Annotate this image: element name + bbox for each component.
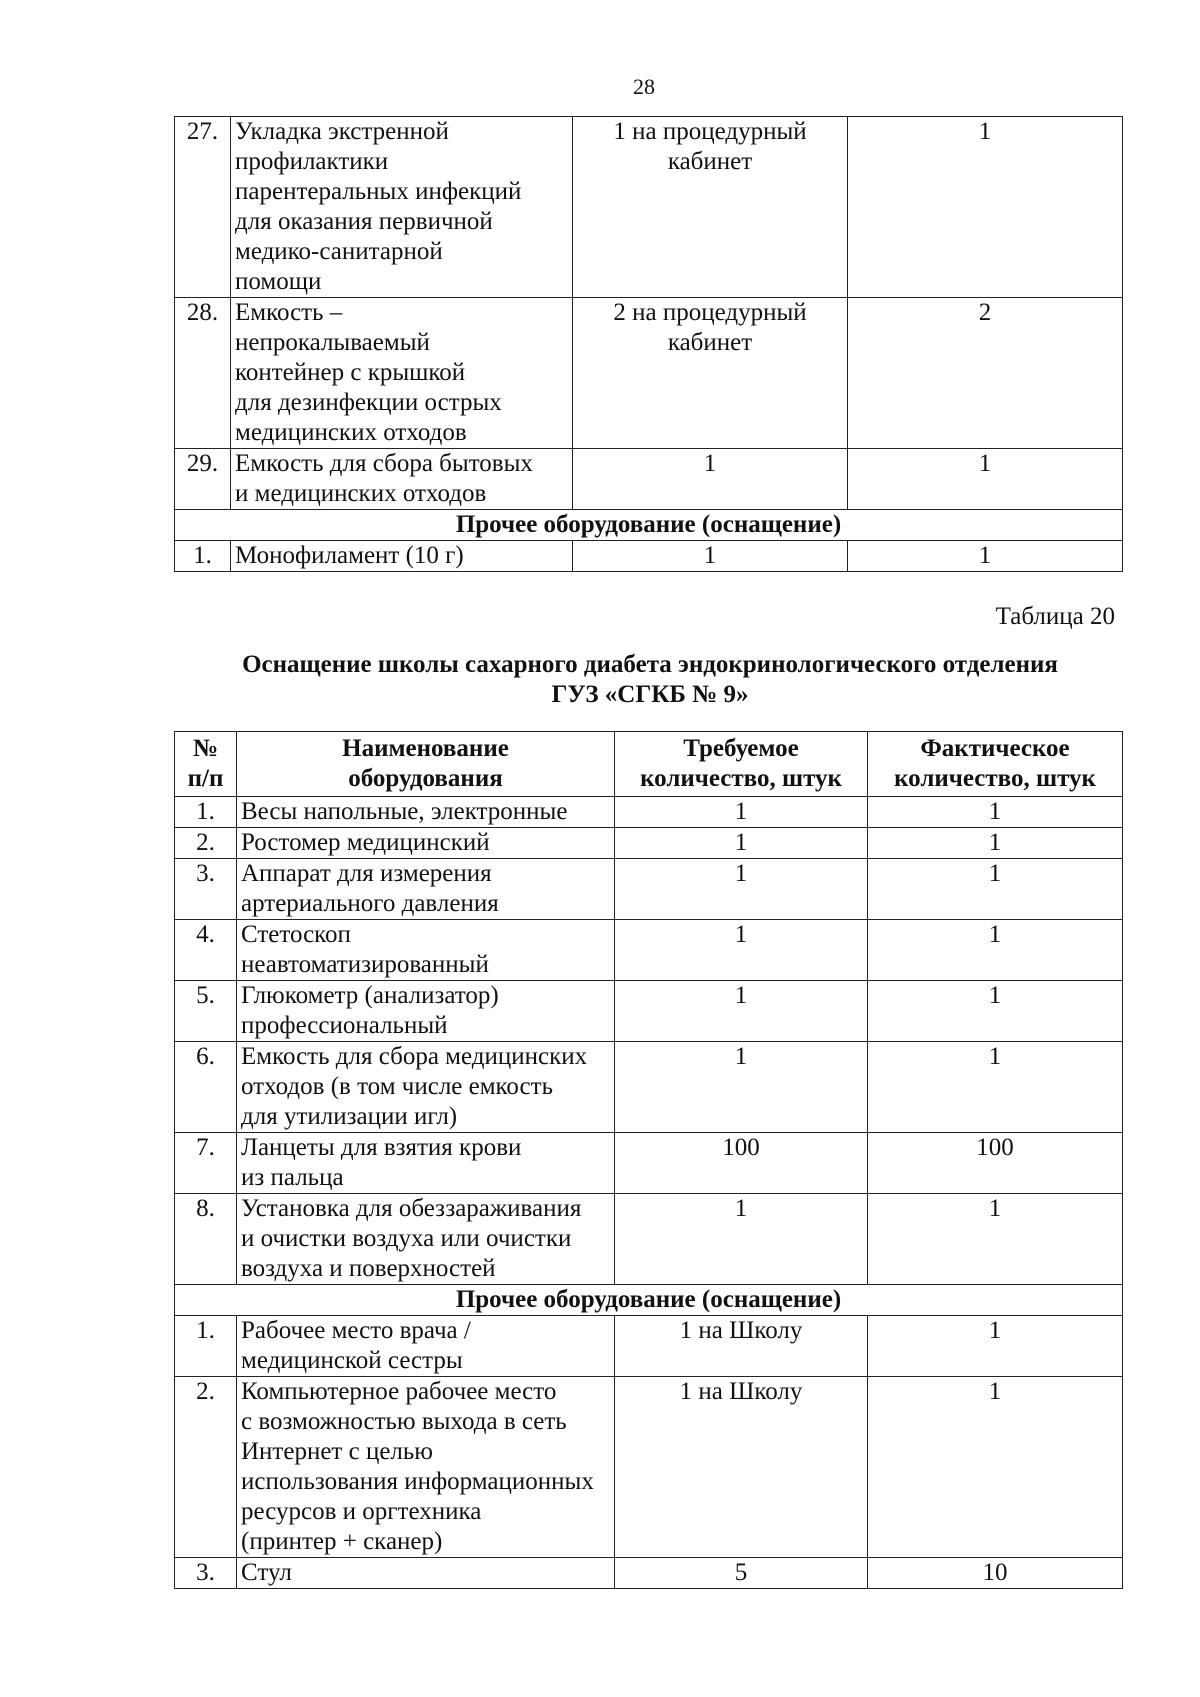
equipment-name [237, 859, 615, 920]
actual-quantity: 1 [868, 1316, 1123, 1377]
equipment-name [237, 981, 615, 1042]
table-row [175, 1377, 1123, 1558]
equipment-name-line: медико-санитарной [235, 238, 443, 265]
equipment-name-line: профилактики [235, 148, 389, 175]
equipment-name-line: и очистки воздуха или очистки [241, 1225, 572, 1252]
required-quantity [573, 117, 848, 298]
table-row [175, 1194, 1123, 1285]
equipment-name [237, 1133, 615, 1194]
row-number: 6. [175, 1042, 237, 1133]
table-row [175, 797, 1123, 828]
actual-quantity: 2 [848, 298, 1123, 449]
equipment-name-line: Укладка экстренной [235, 118, 449, 145]
actual-quantity: 1 [868, 1377, 1123, 1558]
actual-quantity: 1 [868, 828, 1123, 859]
required-quantity-line: 1 [703, 450, 717, 477]
table-title [150, 650, 1150, 710]
required-quantity-line: 2 на процедурный [613, 299, 807, 326]
header-num-line-1: № [192, 735, 219, 762]
section-row [175, 1285, 1123, 1316]
section-heading: Прочее оборудование (оснащение) [175, 510, 1123, 541]
actual-quantity: 1 [848, 541, 1123, 572]
equipment-name [231, 541, 573, 572]
actual-quantity: 1 [868, 1042, 1123, 1133]
actual-quantity: 100 [868, 1133, 1123, 1194]
equipment-name [237, 1377, 615, 1558]
equipment-name-line: неавтоматизированный [241, 951, 489, 978]
equipment-name-line: Аппарат для измерения [241, 860, 492, 887]
header-num [175, 732, 237, 797]
equipment-name-line: Стул [241, 1559, 292, 1586]
row-number: 2. [175, 1377, 237, 1558]
row-number: 3. [175, 1558, 237, 1589]
equipment-name [237, 797, 615, 828]
row-number: 1. [175, 797, 237, 828]
equipment-name-line: Установка для обеззараживания [241, 1195, 582, 1222]
header-name-line-2: оборудования [348, 765, 503, 792]
equipment-name [237, 828, 615, 859]
required-quantity-line: 1 на процедурный [613, 118, 807, 145]
equipment-name-line: Весы напольные, электронные [241, 798, 568, 825]
equipment-name-line: и медицинских отходов [235, 480, 487, 507]
section-row [175, 510, 1123, 541]
table-caption: Таблица 20 [995, 603, 1115, 630]
table-row [175, 449, 1123, 510]
table-row [175, 117, 1123, 298]
diabetes-school-equipment-table [174, 731, 1123, 1589]
row-number: 7. [175, 1133, 237, 1194]
required-quantity: 1 [615, 981, 868, 1042]
equipment-name-line: для утилизации игл) [241, 1103, 458, 1130]
required-quantity: 1 [615, 859, 868, 920]
row-number: 28. [175, 298, 231, 449]
required-quantity: 1 [615, 828, 868, 859]
required-quantity [573, 541, 848, 572]
required-quantity-line: кабинет [667, 148, 753, 175]
actual-quantity: 1 [868, 859, 1123, 920]
required-quantity [573, 449, 848, 510]
equipment-name-line: помощи [235, 268, 322, 295]
row-number: 2. [175, 828, 237, 859]
required-quantity: 1 [615, 920, 868, 981]
equipment-name-line: медицинских отходов [235, 419, 467, 446]
equipment-name-line: медицинской сестры [241, 1347, 463, 1374]
table-row [175, 541, 1123, 572]
equipment-name-line: артериального давления [241, 890, 499, 917]
required-quantity: 100 [615, 1133, 868, 1194]
table-row [175, 298, 1123, 449]
required-quantity [573, 298, 848, 449]
equipment-name-line: парентеральных инфекций [235, 178, 522, 205]
row-number: 29. [175, 449, 231, 510]
required-quantity: 1 [615, 1042, 868, 1133]
equipment-name-line: Рабочее место врача / [241, 1317, 471, 1344]
table-row [175, 1042, 1123, 1133]
row-number: 3. [175, 859, 237, 920]
equipment-name-line: с возможностью выхода в сеть [241, 1408, 567, 1435]
equipment-table-continued [174, 116, 1123, 572]
equipment-name-line: ресурсов и оргтехника [241, 1498, 482, 1525]
actual-quantity: 1 [848, 117, 1123, 298]
equipment-name [237, 1194, 615, 1285]
equipment-name-line: Емкость – [235, 299, 343, 326]
required-quantity-line: кабинет [667, 329, 753, 356]
equipment-name-line: контейнер с крышкой [235, 359, 466, 386]
equipment-name [237, 1042, 615, 1133]
table-row [175, 1316, 1123, 1377]
equipment-name [237, 1558, 615, 1589]
table-row [175, 1558, 1123, 1589]
table-header-row [175, 732, 1123, 797]
section-heading: Прочее оборудование (оснащение) [175, 1285, 1123, 1316]
equipment-name-line: использования информационных [241, 1468, 594, 1495]
actual-quantity: 1 [868, 797, 1123, 828]
header-actual-line-1: Фактическое [920, 735, 1070, 762]
header-name-line-1: Наименование [342, 735, 509, 762]
equipment-name [231, 298, 573, 449]
row-number: 1. [175, 1316, 237, 1377]
equipment-name-line: Ланцеты для взятия крови [241, 1134, 522, 1161]
equipment-name-line: Глюкометр (анализатор) [241, 982, 499, 1009]
page-number: 28 [633, 74, 655, 99]
row-number: 27. [175, 117, 231, 298]
header-required [615, 732, 868, 797]
actual-quantity: 1 [848, 449, 1123, 510]
required-quantity: 1 на Школу [615, 1316, 868, 1377]
header-required-line-2: количество, штук [640, 765, 842, 792]
equipment-name-line: Емкость для сбора бытовых [235, 450, 533, 477]
equipment-name-line: воздуха и поверхностей [241, 1255, 496, 1282]
header-actual [868, 732, 1123, 797]
equipment-name [237, 1316, 615, 1377]
actual-quantity: 10 [868, 1558, 1123, 1589]
equipment-name-line: Компьютерное рабочее место [241, 1378, 557, 1405]
actual-quantity: 1 [868, 920, 1123, 981]
actual-quantity: 1 [868, 981, 1123, 1042]
required-quantity: 1 [615, 797, 868, 828]
equipment-name-line: профессиональный [241, 1012, 448, 1039]
equipment-name [237, 920, 615, 981]
row-number: 1. [175, 541, 231, 572]
equipment-name-line: отходов (в том числе емкость [241, 1073, 553, 1100]
actual-quantity: 1 [868, 1194, 1123, 1285]
required-quantity-line: 1 [703, 542, 717, 569]
header-num-line-2: п/п [187, 765, 224, 792]
row-number: 4. [175, 920, 237, 981]
equipment-name-line: для дезинфекции острых [235, 389, 502, 416]
equipment-name-line: Интернет с целью [241, 1438, 433, 1465]
required-quantity: 1 на Школу [615, 1377, 868, 1558]
equipment-name-line: Емкость для сбора медицинских [241, 1043, 588, 1070]
equipment-name [231, 117, 573, 298]
required-quantity: 1 [615, 1194, 868, 1285]
table-row [175, 828, 1123, 859]
required-quantity: 5 [615, 1558, 868, 1589]
table-row [175, 981, 1123, 1042]
table-row [175, 920, 1123, 981]
row-number: 8. [175, 1194, 237, 1285]
equipment-name-line: (принтер + сканер) [241, 1528, 443, 1555]
table-title-line-1: Оснащение школы сахарного диабета эндокринологического отделения [242, 651, 1058, 678]
header-actual-line-2: количество, штук [894, 765, 1096, 792]
row-number: 5. [175, 981, 237, 1042]
table-row [175, 1133, 1123, 1194]
equipment-name-line: непрокалываемый [235, 329, 430, 356]
equipment-name-line: Ростомер медицинский [241, 829, 490, 856]
equipment-name [231, 449, 573, 510]
equipment-name-line: для оказания первичной [235, 208, 493, 235]
equipment-name-line: Монофиламент (10 г) [235, 542, 464, 569]
table-row [175, 859, 1123, 920]
header-name [237, 732, 615, 797]
header-required-line-1: Требуемое [683, 735, 799, 762]
equipment-name-line: из пальца [241, 1164, 344, 1191]
equipment-name-line: Стетоскоп [241, 921, 351, 948]
table-title-line-2: ГУЗ «СГКБ № 9» [551, 681, 749, 708]
